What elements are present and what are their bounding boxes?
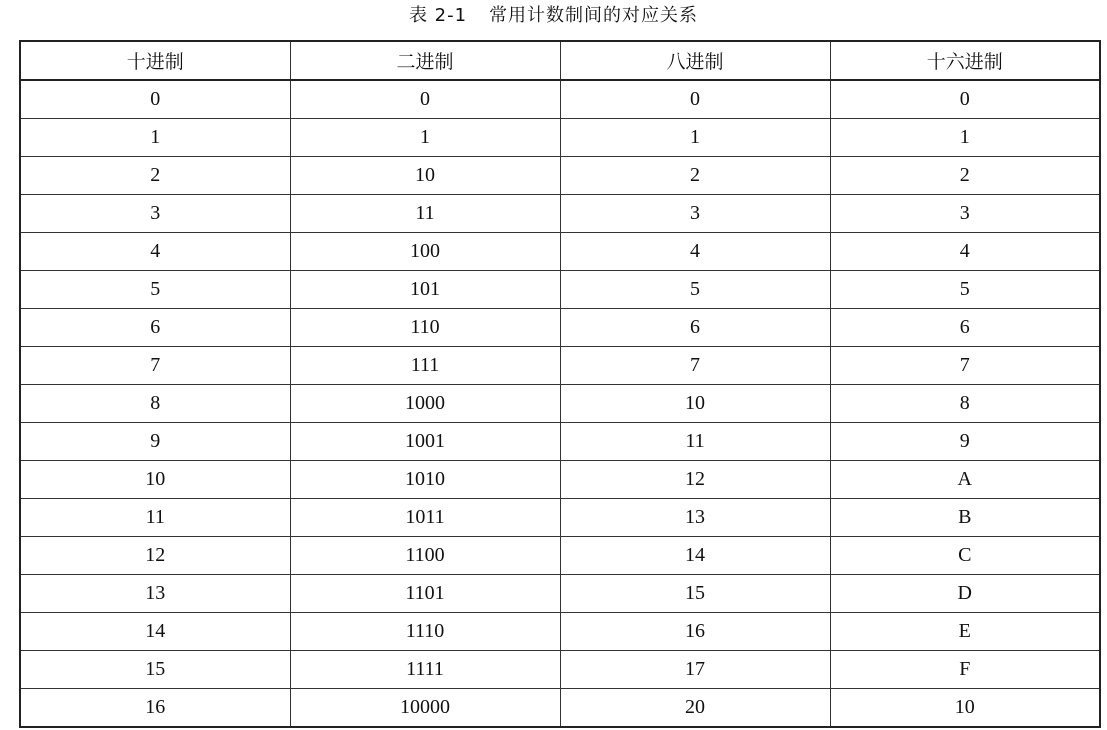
cell-binary: 1000 <box>290 385 560 423</box>
cell-decimal: 7 <box>20 347 290 385</box>
cell-decimal: 15 <box>20 651 290 689</box>
cell-hexadecimal: 9 <box>830 423 1100 461</box>
table-row <box>20 385 1100 423</box>
cell-decimal: 10 <box>20 461 290 499</box>
cell-decimal: 0 <box>20 80 290 119</box>
table-body <box>20 80 1100 727</box>
header-row <box>20 41 1100 80</box>
cell-binary: 1111 <box>290 651 560 689</box>
cell-octal: 6 <box>560 309 830 347</box>
cell-octal: 15 <box>560 575 830 613</box>
cell-decimal: 16 <box>20 689 290 728</box>
table-row <box>20 271 1100 309</box>
cell-binary: 101 <box>290 271 560 309</box>
header-decimal: 十进制 <box>20 41 290 80</box>
cell-octal: 1 <box>560 119 830 157</box>
table-row <box>20 537 1100 575</box>
cell-octal: 12 <box>560 461 830 499</box>
cell-octal: 2 <box>560 157 830 195</box>
cell-octal: 5 <box>560 271 830 309</box>
table-row <box>20 461 1100 499</box>
cell-hexadecimal: A <box>830 461 1100 499</box>
cell-binary: 1011 <box>290 499 560 537</box>
cell-binary: 1100 <box>290 537 560 575</box>
cell-hexadecimal: D <box>830 575 1100 613</box>
table-row <box>20 119 1100 157</box>
header-binary: 二进制 <box>290 41 560 80</box>
cell-octal: 0 <box>560 80 830 119</box>
cell-decimal: 4 <box>20 233 290 271</box>
cell-hexadecimal: 0 <box>830 80 1100 119</box>
cell-binary: 11 <box>290 195 560 233</box>
table-row <box>20 157 1100 195</box>
cell-octal: 7 <box>560 347 830 385</box>
cell-binary: 10 <box>290 157 560 195</box>
cell-hexadecimal: B <box>830 499 1100 537</box>
cell-binary: 1110 <box>290 613 560 651</box>
table-row <box>20 499 1100 537</box>
cell-decimal: 5 <box>20 271 290 309</box>
cell-octal: 17 <box>560 651 830 689</box>
caption-title: 常用计数制间的对应关系 <box>489 5 699 26</box>
table-header <box>20 41 1100 80</box>
cell-decimal: 6 <box>20 309 290 347</box>
table-row <box>20 80 1100 119</box>
table-row <box>20 689 1100 728</box>
cell-decimal: 1 <box>20 119 290 157</box>
table-row <box>20 613 1100 651</box>
table-caption <box>0 3 1107 29</box>
table-row <box>20 233 1100 271</box>
cell-binary: 111 <box>290 347 560 385</box>
cell-binary: 0 <box>290 80 560 119</box>
cell-octal: 20 <box>560 689 830 728</box>
table-row <box>20 309 1100 347</box>
cell-hexadecimal: 7 <box>830 347 1100 385</box>
cell-binary: 1101 <box>290 575 560 613</box>
number-system-table <box>19 40 1101 728</box>
table-row <box>20 423 1100 461</box>
cell-hexadecimal: 2 <box>830 157 1100 195</box>
cell-octal: 11 <box>560 423 830 461</box>
cell-hexadecimal: E <box>830 613 1100 651</box>
cell-decimal: 8 <box>20 385 290 423</box>
cell-hexadecimal: 10 <box>830 689 1100 728</box>
cell-binary: 1010 <box>290 461 560 499</box>
table-row <box>20 651 1100 689</box>
table-row <box>20 195 1100 233</box>
header-octal: 八进制 <box>560 41 830 80</box>
cell-hexadecimal: 4 <box>830 233 1100 271</box>
cell-binary: 100 <box>290 233 560 271</box>
table-row <box>20 347 1100 385</box>
cell-octal: 16 <box>560 613 830 651</box>
cell-binary: 1 <box>290 119 560 157</box>
caption-number: 表 2-1 <box>408 5 468 26</box>
cell-hexadecimal: F <box>830 651 1100 689</box>
cell-decimal: 9 <box>20 423 290 461</box>
cell-decimal: 3 <box>20 195 290 233</box>
cell-hexadecimal: C <box>830 537 1100 575</box>
cell-octal: 4 <box>560 233 830 271</box>
cell-octal: 14 <box>560 537 830 575</box>
cell-decimal: 14 <box>20 613 290 651</box>
cell-decimal: 11 <box>20 499 290 537</box>
cell-binary: 10000 <box>290 689 560 728</box>
cell-decimal: 12 <box>20 537 290 575</box>
cell-decimal: 13 <box>20 575 290 613</box>
header-hexadecimal: 十六进制 <box>830 41 1100 80</box>
table-row <box>20 575 1100 613</box>
cell-octal: 10 <box>560 385 830 423</box>
cell-octal: 13 <box>560 499 830 537</box>
cell-hexadecimal: 5 <box>830 271 1100 309</box>
cell-hexadecimal: 6 <box>830 309 1100 347</box>
cell-octal: 3 <box>560 195 830 233</box>
cell-decimal: 2 <box>20 157 290 195</box>
cell-hexadecimal: 1 <box>830 119 1100 157</box>
cell-binary: 1001 <box>290 423 560 461</box>
cell-binary: 110 <box>290 309 560 347</box>
cell-hexadecimal: 8 <box>830 385 1100 423</box>
cell-hexadecimal: 3 <box>830 195 1100 233</box>
